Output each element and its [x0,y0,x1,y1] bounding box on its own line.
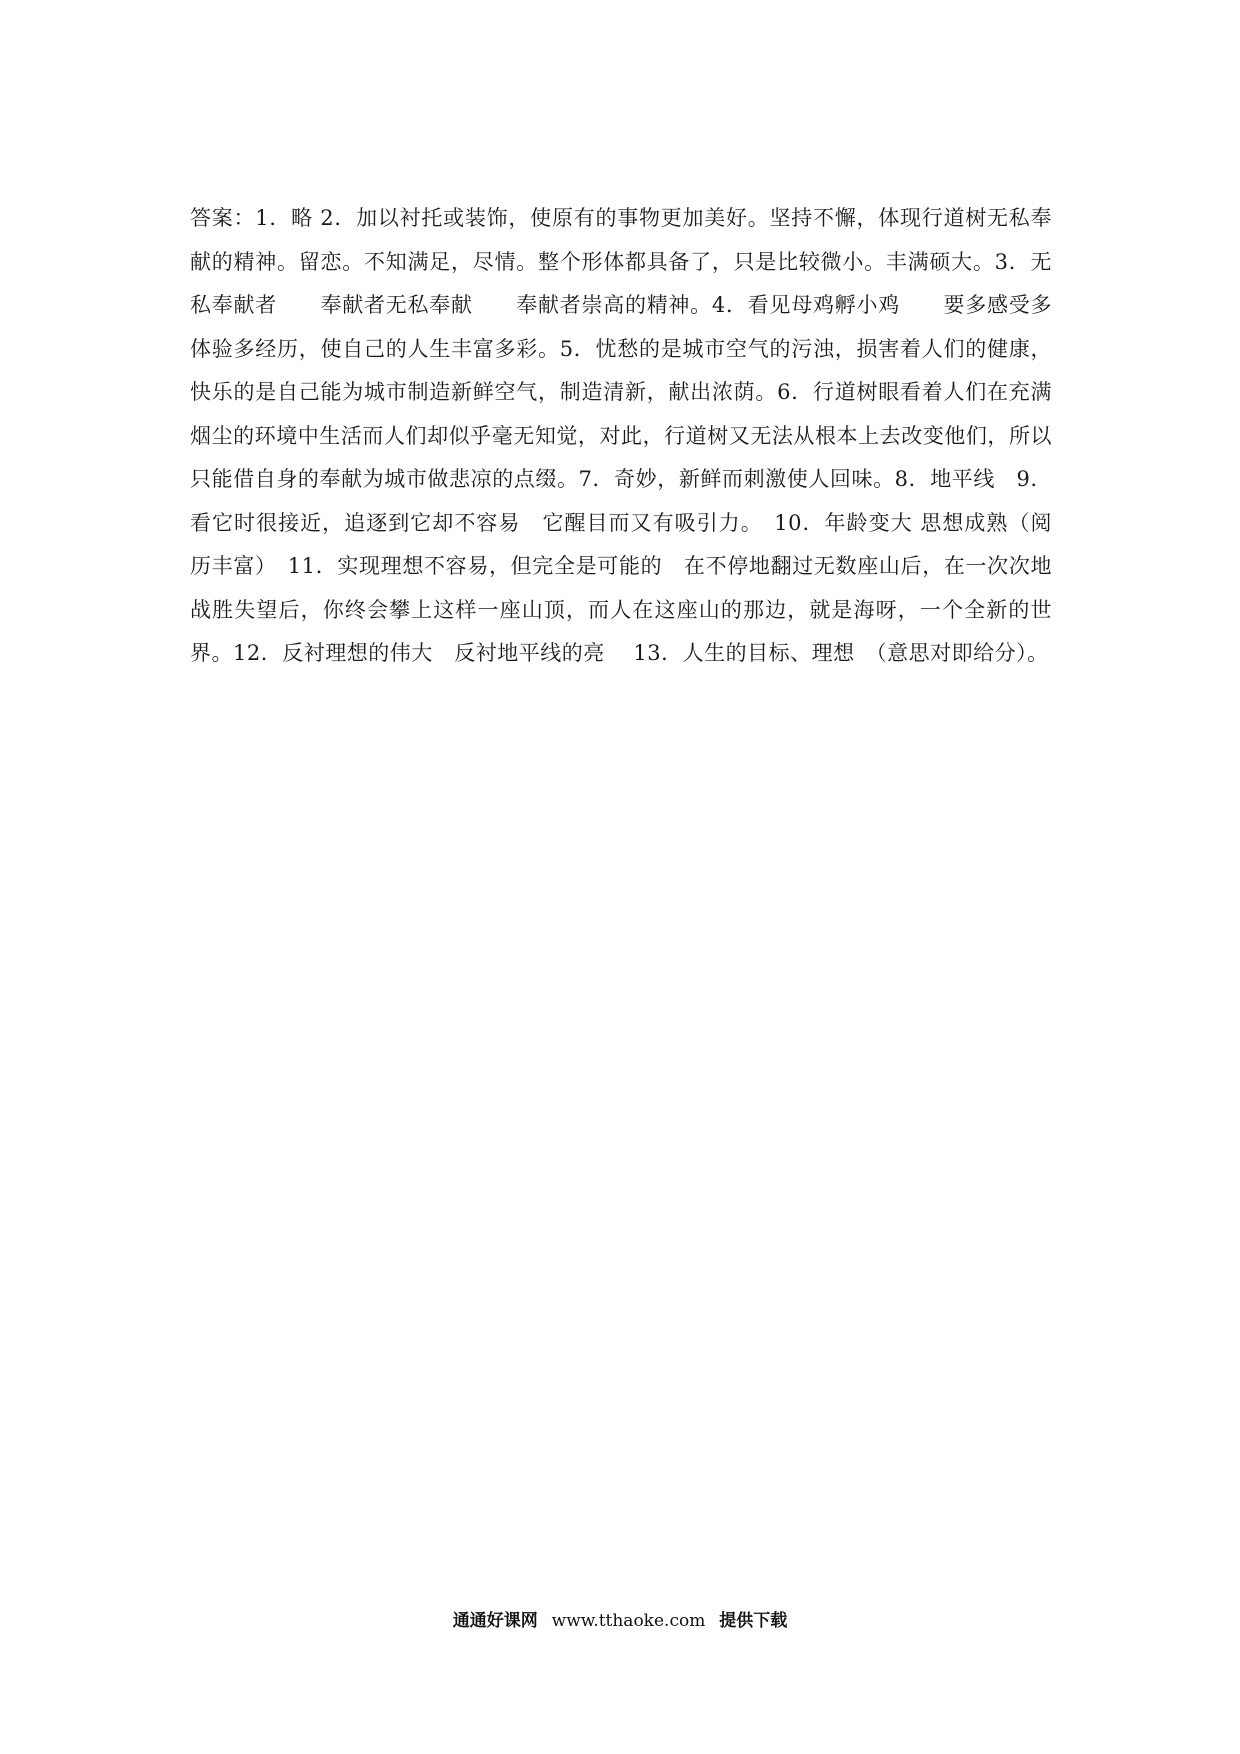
answer-paragraph: 答案：1．略 2．加以衬托或装饰，使原有的事物更加美好。坚持不懈，体现行道树无私奉献的精神。留恋。不知满足，尽情。整个形体都具备了，只是比较微小。丰满硕大。3．无私奉献者 奉献者无私奉献 奉献者崇高的精神。4．看见母鸡孵小鸡 要多感受多体验多经历，使自己的人生丰富多彩。5．忧愁的是城市空气的污浊，损害着人们的健康，快乐的是自己能为城市制造新鲜空气，制造清新，献出浓荫。6．行道树眼看着人们在充满烟尘的环境中生活而人们却似乎毫无知觉，对此，行道树又无法从根本上去改变他们，所以只能借自身的奉献为城市做悲凉的点缀。7．奇妙，新鲜而刺激使人回味。8．地平线 9．看它时很接近，追逐到它却不容易 它醒目而又有吸引力。 10．年龄变大 思想成熟（阅历丰富） 11．实现理想不容易，但完全是可能的 在不停地翻过无数座山后，在一次次地战胜失望后，你终会攀上这样一座山顶，而人在这座山的那边，就是海呀，一个全新的世界。12．反衬理想的伟大 反衬地平线的亮 13．人生的目标、理想 （意思对即给分）。 [190,206,1052,665]
footer-site-name: 通通好课网 [452,1611,538,1631]
page-footer [0,1606,1240,1631]
footer-suffix: 提供下载 [719,1611,788,1631]
footer-url: www.tthaoke.com [551,1611,706,1631]
